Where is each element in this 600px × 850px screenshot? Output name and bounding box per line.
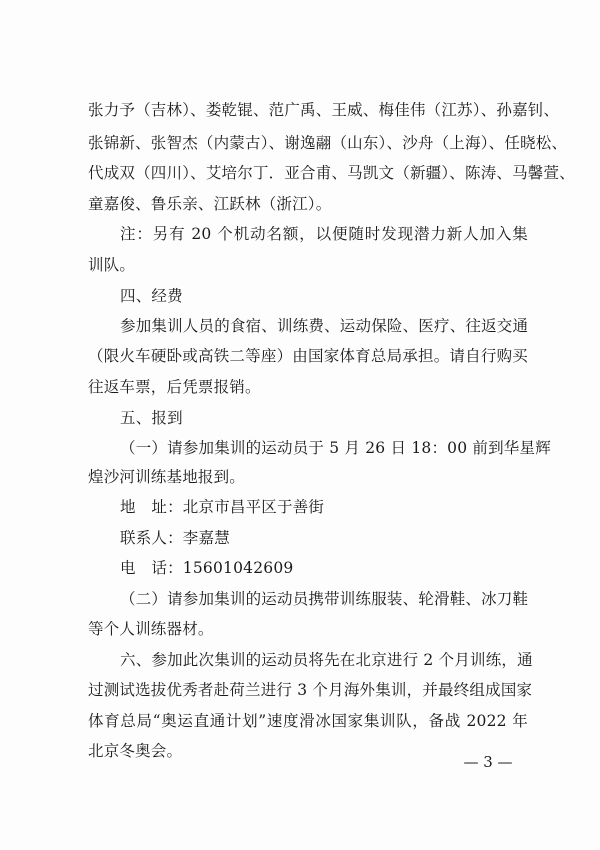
- equipment-line-2: 等个人训练器材。: [88, 620, 214, 638]
- funding-line-1: 参加集训人员的食宿、训练费、运动保险、医疗、往返交通: [120, 317, 529, 335]
- note-line-1: 注：另有 20 个机动名额，以便随时发现潜力新人加入集: [120, 225, 528, 243]
- athlete-list-line-2: 张锦新、张智杰（内蒙古）、谢逸翮（山东）、沙舟（上海）、任晓松、: [88, 134, 568, 152]
- equipment-line-1: （二）请参加集训的运动员携带训练服装、轮滑鞋、冰刀鞋: [120, 590, 529, 608]
- page-number: — 3 —: [463, 753, 513, 771]
- training-line-2: 过测试选拔优秀者赴荷兰进行 3 个月海外集训，并最终组成国家: [88, 681, 533, 699]
- phone-line: 电 话：15601042609: [120, 559, 294, 577]
- section-heading-registration: 五、报到: [120, 409, 183, 427]
- athlete-list-line-4: 童嘉俊、鲁乐亲、江跃林（浙江）。: [88, 195, 332, 213]
- note-line-2: 训队。: [88, 256, 136, 274]
- registration-line-2: 煌沙河训练基地报到。: [88, 468, 246, 486]
- registration-line-1: （一）请参加集训的运动员于 5 月 26 日 18：00 前到华星辉: [120, 439, 551, 457]
- funding-line-2: （限火车硬卧或高铁二等座）由国家体育总局承担。请自行购买: [88, 347, 528, 365]
- training-line-4: 北京冬奥会。: [88, 742, 183, 760]
- athlete-list-line-1: 张力予（吉林）、娄乾锟、范广禹、王威、梅佳伟（江苏）、孙嘉钊、: [88, 101, 560, 119]
- training-line-3: 体育总局“奥运直通计划”速度滑冰国家集训队，备战 2022 年: [88, 712, 528, 730]
- funding-line-3: 往返车票，后凭票报销。: [88, 378, 261, 396]
- address-line: 地 址：北京市昌平区于善街: [120, 498, 325, 516]
- athlete-list-line-3: 代成双（四川）、艾培尔丁．亚合甫、马凯文（新疆）、陈涛、马馨萱、: [88, 164, 575, 182]
- section-heading-funding: 四、经费: [120, 287, 183, 305]
- training-line-1: 六、参加此次集训的运动员将先在北京进行 2 个月训练，通: [120, 651, 533, 669]
- contact-line: 联系人：李嘉慧: [120, 529, 230, 547]
